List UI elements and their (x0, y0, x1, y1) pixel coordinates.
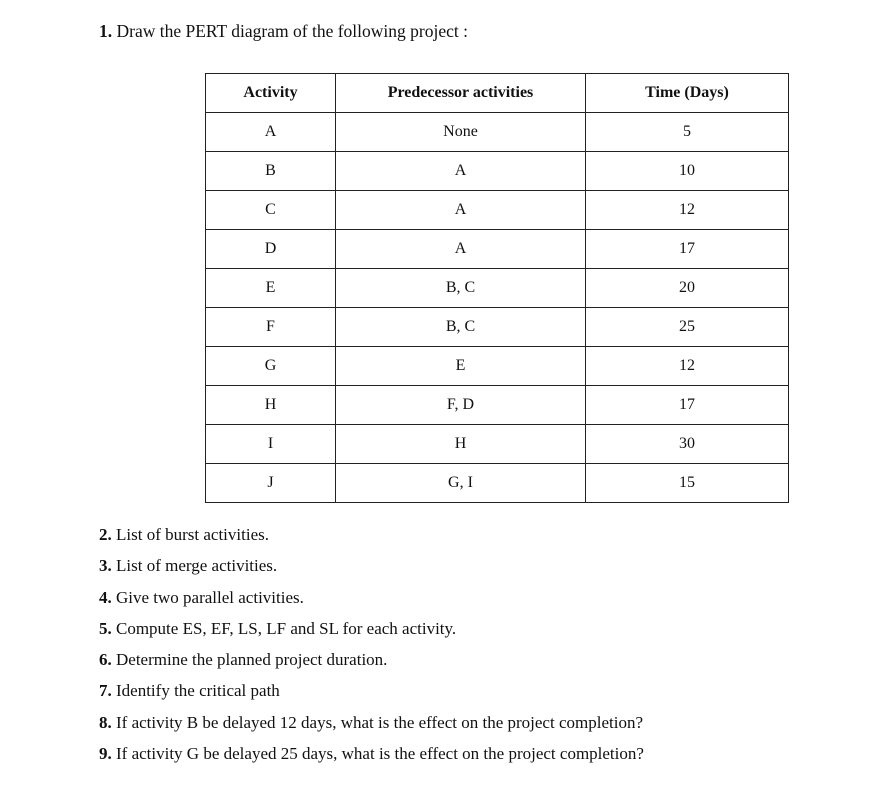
cell-predecessor: A (336, 152, 586, 191)
question-item (99, 738, 644, 769)
cell-activity: B (206, 152, 336, 191)
question-item (99, 644, 644, 675)
question-list (99, 519, 644, 769)
cell-predecessor: A (336, 230, 586, 269)
cell-predecessor: H (336, 425, 586, 464)
header-time: Time (Days) (586, 74, 789, 113)
cell-predecessor: F, D (336, 386, 586, 425)
header-activity: Activity (206, 74, 336, 113)
cell-time: 17 (586, 230, 789, 269)
table-row (206, 464, 789, 503)
cell-time: 12 (586, 191, 789, 230)
question-text: If activity B be delayed 12 days, what is the effect on the project completion? (116, 712, 643, 732)
cell-predecessor: B, C (336, 269, 586, 308)
cell-time: 12 (586, 347, 789, 386)
cell-predecessor: G, I (336, 464, 586, 503)
activity-table (205, 73, 789, 503)
question-number: 5. (99, 618, 112, 638)
question-number: 3. (99, 556, 112, 576)
header-predecessor: Predecessor activities (336, 74, 586, 113)
cell-time: 5 (586, 113, 789, 152)
question-item (99, 582, 644, 613)
question-text: If activity G be delayed 25 days, what is the effect on the project completion? (116, 744, 644, 764)
cell-activity: A (206, 113, 336, 152)
question-item (99, 519, 644, 550)
question-number: 7. (99, 681, 112, 701)
table-row (206, 152, 789, 191)
question-item (99, 550, 644, 581)
table-row (206, 386, 789, 425)
question-text: Give two parallel activities. (116, 587, 304, 607)
question-number: 6. (99, 650, 112, 670)
cell-activity: I (206, 425, 336, 464)
cell-time: 10 (586, 152, 789, 191)
table-row (206, 113, 789, 152)
table-row (206, 191, 789, 230)
table-row (206, 269, 789, 308)
cell-predecessor: B, C (336, 308, 586, 347)
question-text: Identify the critical path (116, 681, 280, 701)
question-number: 1. (99, 21, 113, 41)
question-text: Compute ES, EF, LS, LF and SL for each activity. (116, 618, 457, 638)
cell-activity: D (206, 230, 336, 269)
question-number: 4. (99, 587, 112, 607)
cell-activity: G (206, 347, 336, 386)
table-row (206, 425, 789, 464)
question-item (99, 707, 644, 738)
cell-activity: H (206, 386, 336, 425)
cell-predecessor: None (336, 113, 586, 152)
cell-activity: C (206, 191, 336, 230)
cell-activity: J (206, 464, 336, 503)
cell-time: 30 (586, 425, 789, 464)
cell-predecessor: E (336, 347, 586, 386)
cell-time: 25 (586, 308, 789, 347)
cell-activity: E (206, 269, 336, 308)
table-row (206, 308, 789, 347)
question-text: List of merge activities. (116, 556, 278, 576)
cell-time: 15 (586, 464, 789, 503)
cell-time: 17 (586, 386, 789, 425)
question-number: 9. (99, 744, 112, 764)
cell-time: 20 (586, 269, 789, 308)
table-header-row (206, 74, 789, 113)
question-number: 8. (99, 712, 112, 732)
cell-activity: F (206, 308, 336, 347)
question-item (99, 613, 644, 644)
question-text: Draw the PERT diagram of the following project : (116, 21, 468, 41)
table-row (206, 347, 789, 386)
question-item (99, 675, 644, 706)
question-number: 2. (99, 525, 112, 544)
table-row (206, 230, 789, 269)
cell-predecessor: A (336, 191, 586, 230)
question-1 (99, 19, 468, 43)
question-text: List of burst activities. (116, 525, 269, 544)
question-text: Determine the planned project duration. (116, 650, 388, 670)
